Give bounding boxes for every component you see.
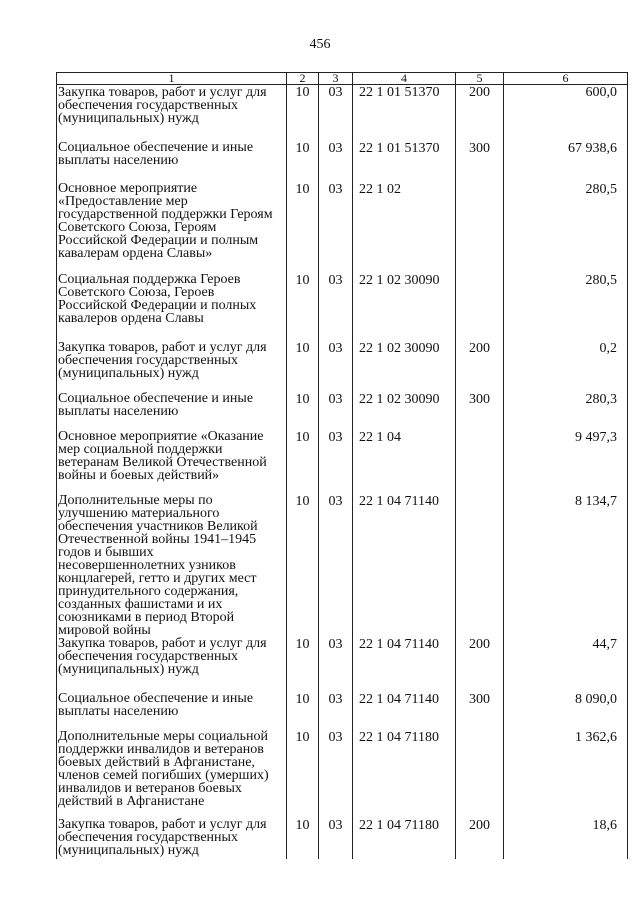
row-name: Социальное обеспечение и иные выплаты населению <box>57 392 287 430</box>
table-row <box>57 818 628 859</box>
row-amount: 0,2 <box>504 341 628 392</box>
row-section-code: 10 <box>287 818 319 859</box>
row-subsection-code: 03 <box>319 273 353 341</box>
page-number: 456 <box>309 37 331 52</box>
row-expense-type-code: 200 <box>456 341 504 392</box>
row-target-article-code: 22 1 02 30090 <box>353 392 456 430</box>
row-expense-type-code: 300 <box>456 692 504 730</box>
table-row <box>57 730 628 818</box>
row-amount: 67 938,6 <box>504 141 628 182</box>
row-subsection-code: 03 <box>319 637 353 692</box>
table-row <box>57 141 628 182</box>
table-row <box>57 637 628 692</box>
row-section-code: 10 <box>287 341 319 392</box>
row-expense-type-code: 200 <box>456 85 504 142</box>
row-expense-type-code <box>456 494 504 637</box>
row-section-code: 10 <box>287 182 319 273</box>
row-subsection-code: 03 <box>319 141 353 182</box>
column-header-6: 6 <box>504 73 628 85</box>
row-target-article-code: 22 1 04 71180 <box>353 818 456 859</box>
table-row <box>57 273 628 341</box>
row-name: Социальное обеспечение и иные выплаты населению <box>57 141 287 182</box>
row-name: Основное мероприятие «Оказание мер социальной поддержки ветеранам Великой Отечественной войны и боевых действий» <box>57 430 287 494</box>
table-row <box>57 85 628 142</box>
row-subsection-code: 03 <box>319 182 353 273</box>
row-subsection-code: 03 <box>319 85 353 142</box>
table-row <box>57 494 628 637</box>
row-name: Основное мероприятие «Предоставление мер государственной поддержки Героям Советского Союза, Героям Российской Федерации и полным кавалерам ордена Славы» <box>57 182 287 273</box>
row-amount: 8 134,7 <box>504 494 628 637</box>
row-name: Социальное обеспечение и иные выплаты населению <box>57 692 287 730</box>
row-section-code: 10 <box>287 430 319 494</box>
row-target-article-code: 22 1 04 71180 <box>353 730 456 818</box>
row-target-article-code: 22 1 02 30090 <box>353 341 456 392</box>
column-header-3: 3 <box>319 73 353 85</box>
row-target-article-code: 22 1 04 71140 <box>353 692 456 730</box>
row-subsection-code: 03 <box>319 818 353 859</box>
column-header-1: 1 <box>57 73 287 85</box>
row-amount: 1 362,6 <box>504 730 628 818</box>
row-target-article-code: 22 1 04 71140 <box>353 494 456 637</box>
row-expense-type-code <box>456 273 504 341</box>
row-amount: 8 090,0 <box>504 692 628 730</box>
row-subsection-code: 03 <box>319 494 353 637</box>
table-row <box>57 392 628 430</box>
row-amount: 18,6 <box>504 818 628 859</box>
row-name: Дополнительные меры социальной поддержки инвалидов и ветеранов боевых действий в Афганистане, членов семей погибших (умерших) инвалидов и ветеранов боевых действий в Афганистане <box>57 730 287 818</box>
row-target-article-code: 22 1 02 30090 <box>353 273 456 341</box>
row-subsection-code: 03 <box>319 730 353 818</box>
row-target-article-code: 22 1 01 51370 <box>353 85 456 142</box>
row-name: Социальная поддержка Героев Советского Союза, Героев Российской Федерации и полных кавалеров ордена Славы <box>57 273 287 341</box>
row-expense-type-code: 200 <box>456 818 504 859</box>
row-target-article-code: 22 1 01 51370 <box>353 141 456 182</box>
table-row <box>57 692 628 730</box>
row-subsection-code: 03 <box>319 341 353 392</box>
row-expense-type-code: 300 <box>456 392 504 430</box>
row-amount: 280,3 <box>504 392 628 430</box>
row-section-code: 10 <box>287 730 319 818</box>
row-name: Закупка товаров, работ и услуг для обеспечения государственных (муниципальных) нужд <box>57 85 287 142</box>
table-row <box>57 182 628 273</box>
row-amount: 280,5 <box>504 273 628 341</box>
column-header-2: 2 <box>287 73 319 85</box>
row-expense-type-code: 200 <box>456 637 504 692</box>
row-amount: 44,7 <box>504 637 628 692</box>
row-amount: 280,5 <box>504 182 628 273</box>
row-section-code: 10 <box>287 637 319 692</box>
row-section-code: 10 <box>287 494 319 637</box>
row-target-article-code: 22 1 04 71140 <box>353 637 456 692</box>
column-header-4: 4 <box>353 73 456 85</box>
table-row <box>57 430 628 494</box>
row-name: Закупка товаров, работ и услуг для обеспечения государственных (муниципальных) нужд <box>57 341 287 392</box>
budget-table <box>56 72 628 859</box>
row-expense-type-code <box>456 430 504 494</box>
row-subsection-code: 03 <box>319 392 353 430</box>
row-section-code: 10 <box>287 392 319 430</box>
row-name: Закупка товаров, работ и услуг для обеспечения государственных (муниципальных) нужд <box>57 818 287 859</box>
row-target-article-code: 22 1 02 <box>353 182 456 273</box>
row-expense-type-code <box>456 182 504 273</box>
row-subsection-code: 03 <box>319 692 353 730</box>
table-body <box>57 85 628 860</box>
row-section-code: 10 <box>287 273 319 341</box>
row-section-code: 10 <box>287 85 319 142</box>
row-section-code: 10 <box>287 141 319 182</box>
row-target-article-code: 22 1 04 <box>353 430 456 494</box>
row-name: Дополнительные меры по улучшению материального обеспечения участников Великой Отечественной войны 1941–1945 годов и бывших несовершеннолетних узников концлагерей, гетто и других мест принудительного содержания, созданных фашистами и их союзниками в период Второй мировой войны <box>57 494 287 637</box>
row-amount: 600,0 <box>504 85 628 142</box>
row-subsection-code: 03 <box>319 430 353 494</box>
header-row <box>57 73 628 85</box>
row-expense-type-code <box>456 730 504 818</box>
row-section-code: 10 <box>287 692 319 730</box>
row-name: Закупка товаров, работ и услуг для обеспечения государственных (муниципальных) нужд <box>57 637 287 692</box>
row-amount: 9 497,3 <box>504 430 628 494</box>
column-header-5: 5 <box>456 73 504 85</box>
row-expense-type-code: 300 <box>456 141 504 182</box>
table-row <box>57 341 628 392</box>
